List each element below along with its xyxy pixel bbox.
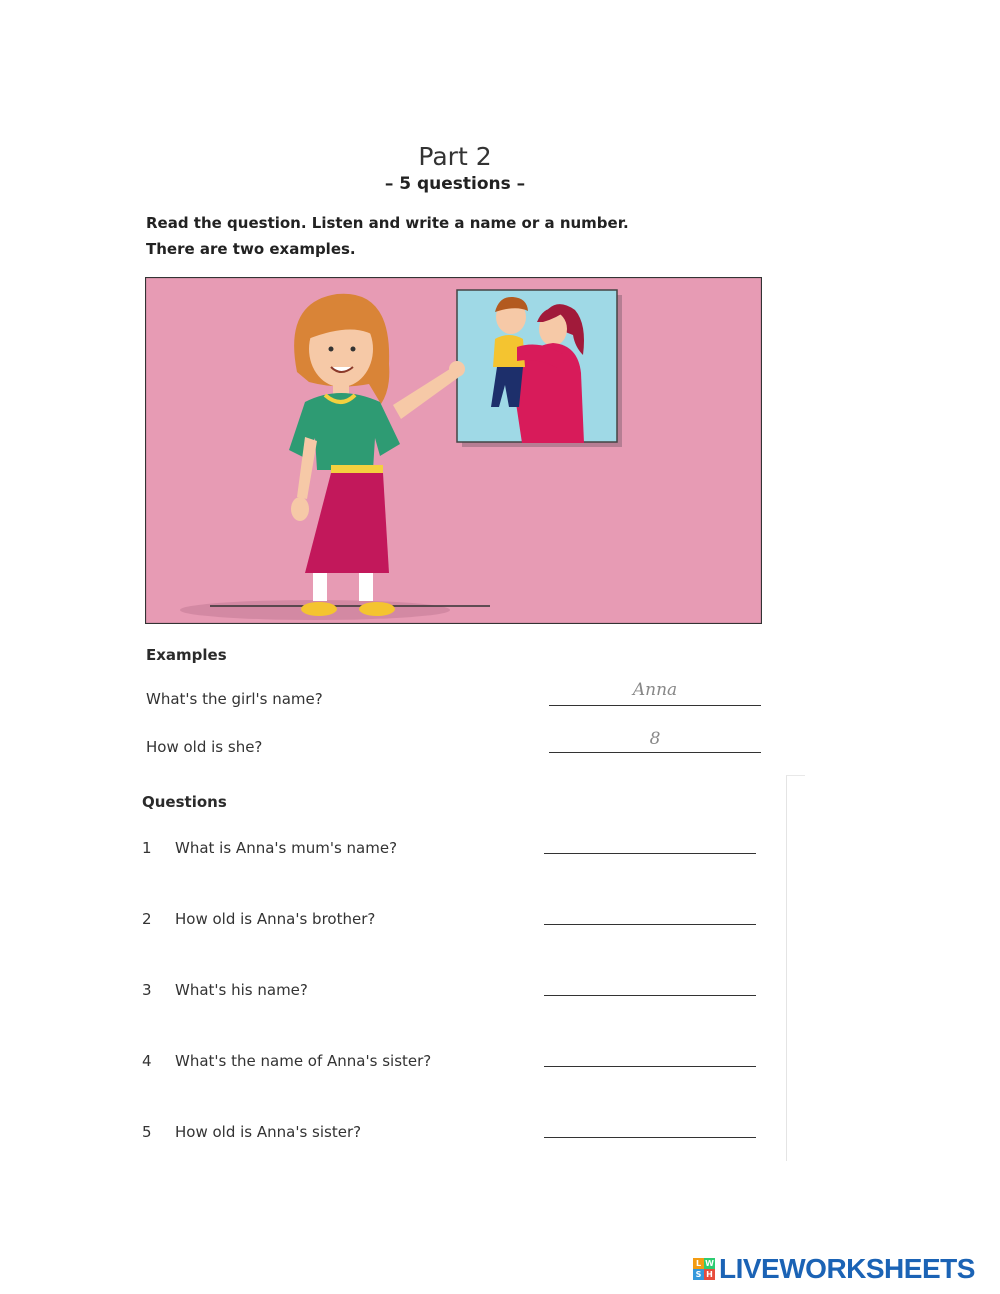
brand-name: LIVEWORKSHEETS xyxy=(719,1253,975,1284)
answer-line-5[interactable] xyxy=(544,1137,756,1138)
question-number-3: 3 xyxy=(142,981,152,999)
instruction-line-1: Read the question. Listen and write a name or a number. xyxy=(146,214,629,232)
questions-heading: Questions xyxy=(142,793,227,811)
answer-line-3[interactable] xyxy=(544,995,756,996)
question-text-2: How old is Anna's brother? xyxy=(175,910,376,928)
scene-background xyxy=(146,278,762,624)
answer-line-1[interactable] xyxy=(544,853,756,854)
illustration-girl-pointing-at-photo xyxy=(145,277,762,624)
liveworksheets-mark-icon: L W S H xyxy=(693,1258,715,1280)
framed-photo xyxy=(457,290,622,447)
instruction-line-2: There are two examples. xyxy=(146,240,356,258)
example-answer-line-1 xyxy=(549,705,761,706)
example-answer-2: 8 xyxy=(649,729,661,749)
question-text-5: How old is Anna's sister? xyxy=(175,1123,362,1141)
examples-heading: Examples xyxy=(146,646,227,664)
answer-line-4[interactable] xyxy=(544,1066,756,1067)
question-number-5: 5 xyxy=(142,1123,152,1141)
question-number-2: 2 xyxy=(142,910,152,928)
question-number-1: 1 xyxy=(142,839,152,857)
answer-line-2[interactable] xyxy=(544,924,756,925)
page-edge-rule xyxy=(786,775,805,1161)
example-question-1: What's the girl's name? xyxy=(146,690,323,708)
question-text-3: What's his name? xyxy=(175,981,308,999)
question-text-1: What is Anna's mum's name? xyxy=(175,839,398,857)
liveworksheets-logo xyxy=(693,1252,975,1286)
page-title: Part 2 xyxy=(418,142,492,171)
question-number-4: 4 xyxy=(142,1052,152,1070)
example-question-2: How old is she? xyxy=(146,738,263,756)
page-subtitle: – 5 questions – xyxy=(384,174,526,194)
question-text-4: What's the name of Anna's sister? xyxy=(175,1052,432,1070)
example-answer-1: Anna xyxy=(632,680,678,700)
example-answer-line-2 xyxy=(549,752,761,753)
